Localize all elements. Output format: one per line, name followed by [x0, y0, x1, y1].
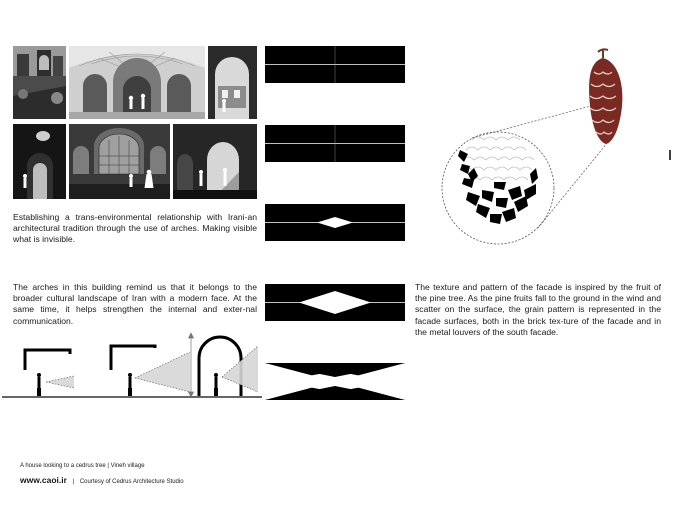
facade-pattern-panel-3 — [265, 204, 405, 241]
site-link[interactable]: www.caoi.ir — [20, 475, 67, 485]
photo-arched-hall — [69, 46, 205, 119]
credit-text: Courtesy of Cedrus Architecture Studio — [79, 479, 184, 485]
arches-intro-text: Establishing a trans-environmental relationship with Irani-an architectural tradition through the use of arches. Making visible what is invisible. — [13, 212, 257, 245]
arches-body-text: The arches in this building remind us that it belongs to the broader cultural landscape of Iran with a modern face. At the same time, it helps strengthen the internal and exter-nal communication. — [13, 282, 257, 326]
photo-stair-arches — [173, 124, 257, 199]
facade-pattern-panel-2 — [265, 125, 405, 162]
pinecone-diagram — [438, 44, 675, 250]
photo-arch-window — [208, 46, 257, 119]
project-caption: A house looking to a cedrus tree | Vineh village — [20, 463, 145, 469]
footer-credit — [20, 475, 184, 485]
footer-separator: | — [72, 479, 75, 485]
facade-pattern-panel-1 — [265, 46, 405, 83]
photo-courtyard — [13, 46, 66, 119]
arch-section-diagram — [0, 330, 262, 402]
facade-pattern-panel-4 — [265, 284, 405, 321]
photo-dark-corridor — [13, 124, 66, 199]
facade-pattern-panel-5 — [265, 363, 405, 400]
facade-body-text: The texture and pattern of the facade is inspired by the fruit of the pine tree. As the pine fruits fall to the ground in the wind and scatter on the surface, the grain pattern is represented in the facade surfaces, both in the brick tex-ture of the facade and in the metal louvers of the south facade. — [415, 282, 661, 337]
photo-stained-glass-room — [69, 124, 170, 199]
